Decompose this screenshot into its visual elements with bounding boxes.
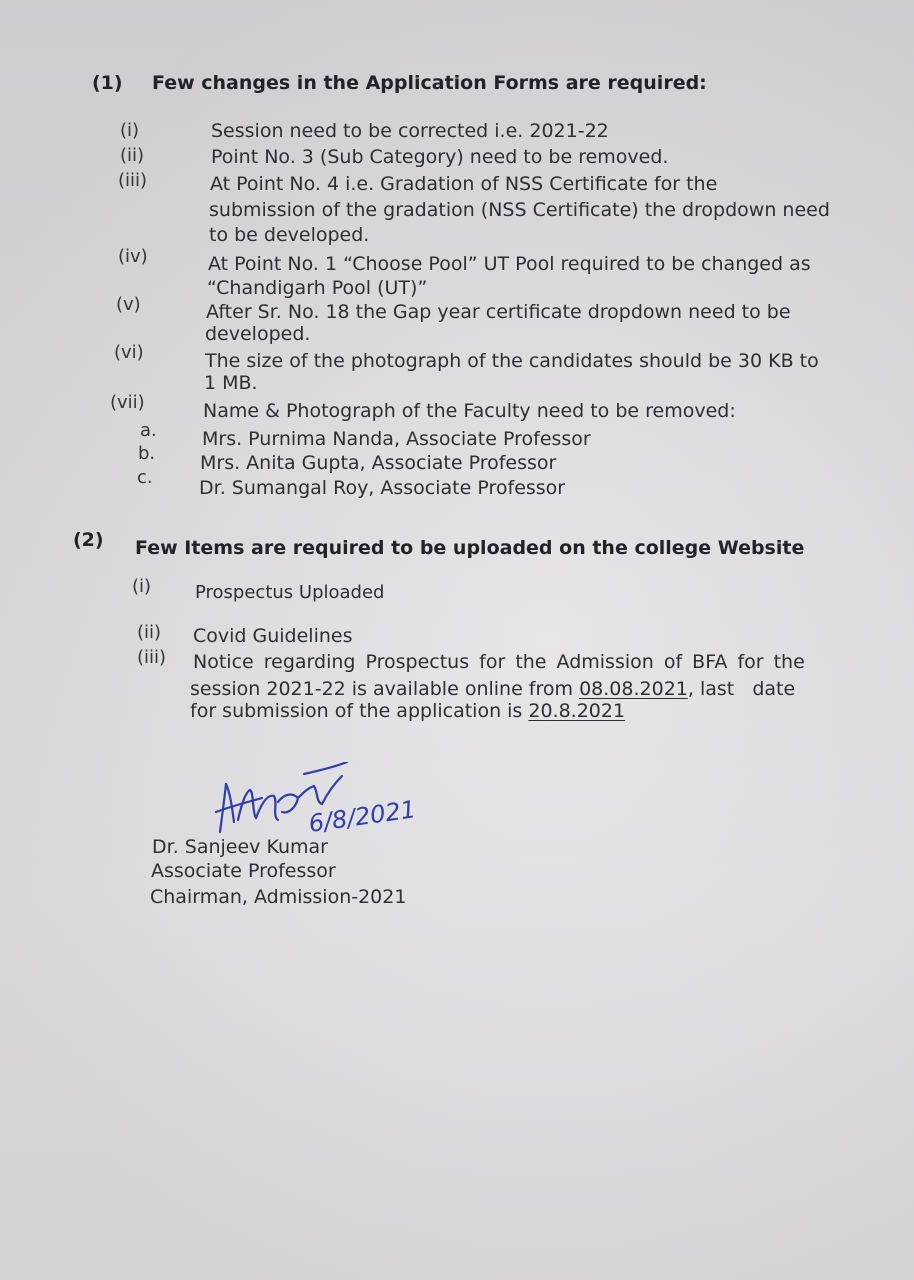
faculty-a-letter: a. [140, 420, 157, 441]
section-1-number: (1) [92, 72, 123, 94]
notice-line2-pre: session 2021-22 is available online from [190, 678, 580, 700]
item-2-ii-number: (ii) [137, 622, 162, 643]
item-1-iv-text-line1: At Point No. 1 “Choose Pool” UT Pool required to be changed as [208, 253, 811, 275]
notice-date-online: 08.08.2021 [579, 678, 688, 700]
notice-line3-pre: for submission of the application is [190, 700, 529, 722]
notice-date-last: 20.8.2021 [528, 700, 626, 722]
item-1-vi-number: (vi) [114, 342, 144, 363]
item-1-ii-text: Point No. 3 (Sub Category) need to be removed. [211, 146, 669, 168]
item-1-vii-number: (vii) [110, 392, 145, 413]
item-1-iii-number: (iii) [118, 170, 148, 191]
notice-line2-post: , last date [687, 678, 796, 700]
signatory-designation: Associate Professor [151, 860, 336, 882]
item-1-v-text-line2: developed. [205, 323, 311, 345]
faculty-b-letter: b. [138, 443, 156, 464]
signatory-name: Dr. Sanjeev Kumar [152, 836, 328, 858]
faculty-b-text: Mrs. Anita Gupta, Associate Professor [200, 452, 557, 474]
item-2-iii-text-line2 [190, 678, 795, 700]
handwritten-signature [212, 762, 422, 842]
item-1-iv-number: (iv) [118, 246, 148, 267]
faculty-c-letter: c. [137, 467, 153, 488]
signatory-role: Chairman, Admission-2021 [150, 886, 407, 908]
item-1-iv-text-line2: “Chandigarh Pool (UT)” [207, 277, 428, 299]
item-2-iii-number: (iii) [137, 647, 167, 668]
item-1-vi-text-line2: 1 MB. [204, 372, 258, 394]
item-1-ii-number: (ii) [120, 145, 145, 166]
item-1-vi-text-line1: The size of the photograph of the candidates should be 30 KB to [205, 350, 819, 372]
item-1-iii-text-line2: submission of the gradation (NSS Certificate) the dropdown need [209, 199, 830, 221]
item-2-iii-text-line1: Notice regarding Prospectus for the Admission of BFA for the [193, 651, 805, 673]
item-1-vii-text: Name & Photograph of the Faculty need to be removed: [203, 400, 736, 422]
section-2-heading: Few Items are required to be uploaded on the college Website [135, 537, 805, 559]
faculty-c-text: Dr. Sumangal Roy, Associate Professor [199, 477, 566, 499]
signature-date: 6/8/2021 [306, 795, 418, 838]
item-1-v-text-line1: After Sr. No. 18 the Gap year certificate dropdown need to be [206, 301, 791, 323]
item-1-iii-text-line1: At Point No. 4 i.e. Gradation of NSS Certificate for the [210, 173, 718, 195]
item-1-v-number: (v) [116, 294, 141, 315]
item-1-i-number: (i) [120, 120, 140, 141]
item-2-i-text: Prospectus Uploaded [195, 582, 385, 603]
item-1-iii-text-line3: to be developed. [209, 224, 370, 246]
section-2-number: (2) [73, 529, 104, 551]
item-2-iii-text-line3 [190, 700, 625, 722]
faculty-a-text: Mrs. Purnima Nanda, Associate Professor [202, 428, 591, 450]
section-1-heading: Few changes in the Application Forms are required: [152, 72, 707, 94]
item-1-i-text: Session need to be corrected i.e. 2021-22 [211, 120, 609, 142]
item-2-i-number: (i) [132, 576, 152, 597]
item-2-ii-text: Covid Guidelines [193, 625, 353, 647]
